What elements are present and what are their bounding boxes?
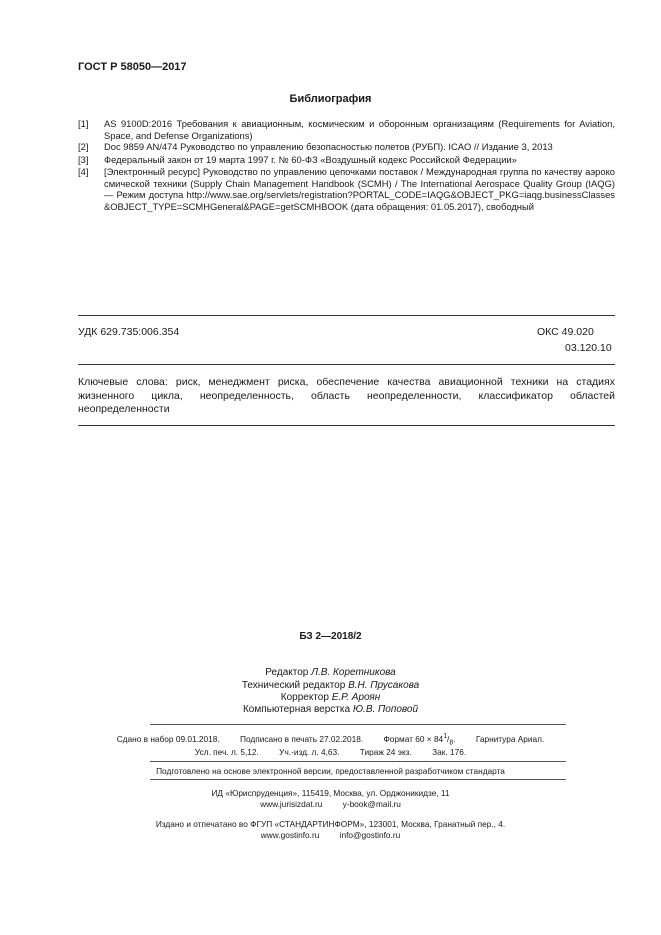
- credit-line: [0, 667, 661, 678]
- publisher-1-site: www.jurisizdat.ru: [260, 799, 323, 809]
- document-code: ГОСТ Р 58050—2017: [78, 61, 187, 73]
- credit-name: Ю.В. Поповой: [352, 704, 419, 715]
- ref-text: AS 9100D:2016 Требования к авиационным, космическим и оборонным организациям (Requirements for Aviation, Space, and Defense Organizations): [104, 118, 615, 141]
- oks-code-2: 03.120.10: [565, 342, 612, 354]
- imprint-divider: [150, 761, 566, 762]
- imprint-font: Гарнитура Ариал.: [475, 733, 545, 744]
- imprint-line-2: [0, 747, 661, 757]
- bibliography-item: [78, 154, 615, 166]
- credit-line: [0, 692, 661, 703]
- credit-line: [0, 680, 661, 691]
- imprint-uch: Уч.-изд. л. 4,63.: [279, 747, 340, 757]
- imprint-usl: Усл. печ. л. 5,12.: [194, 747, 259, 757]
- credit-name: Е.Р. Ароян: [331, 692, 381, 703]
- publisher-2-email: info@gostinfo.ru: [339, 830, 401, 840]
- oks-code: ОКС 49.020: [537, 326, 594, 338]
- credit-role: Технический редактор: [241, 680, 346, 691]
- divider: [78, 315, 615, 316]
- ref-number: [3]: [78, 154, 89, 165]
- bibliography-item: [78, 118, 615, 141]
- publisher-1-contacts: [0, 799, 661, 809]
- divider: [78, 425, 615, 426]
- imprint-divider: [150, 724, 566, 725]
- publisher-2-contacts: [0, 830, 661, 840]
- credit-role: Корректор: [280, 692, 329, 703]
- publisher-1-email: y-book@mail.ru: [342, 799, 401, 809]
- imprint-line-1: [0, 733, 661, 746]
- bibliography-title: Библиография: [289, 93, 372, 105]
- imprint-divider: [150, 779, 566, 780]
- credit-role: Компьютерная верстка: [242, 704, 351, 715]
- ref-number: [4]: [78, 166, 89, 177]
- publisher-2-address: Издано и отпечатано во ФГУП «СТАНДАРТИНФОРМ», 123001, Москва, Гранатный пер., 4.: [155, 819, 506, 829]
- ref-text: Федеральный закон от 19 марта 1997 г. № 60-ФЗ «Воздушный кодекс Российской Федерации»: [104, 154, 517, 165]
- publisher-1-address: ИД «Юриспруденция», 115419, Москва, ул. Орджоникидзе, 11: [211, 788, 450, 798]
- imprint-prepared: Подготовлено на основе электронной версии, предоставленной разработчиком стандарта: [156, 766, 505, 776]
- udk-code: УДК 629.735:006.354: [78, 326, 180, 338]
- ref-number: [1]: [78, 118, 89, 129]
- credit-line: [0, 704, 661, 715]
- imprint-zak: Зак. 176.: [432, 747, 467, 757]
- ref-number: [2]: [78, 141, 89, 152]
- imprint-signed: Подписано в печать 27.02.2018.: [239, 733, 364, 744]
- imprint-format: Формат $60 \times 84^1/_8$.: [383, 733, 456, 747]
- credit-name: Л.В. Коретникова: [311, 667, 396, 678]
- bz-number: БЗ 2—2018/2: [299, 631, 362, 642]
- ref-text: [Электронный ресурс] Руководство по управлению цепочками поставок / Международная группа по качеству аэрокосмической техники (Supply Chain Management Handbook (SCMH) / The International Aerospace Quality Group (IAQG) — Режим доступа http://www.sae.org/servlets/registration?PORTAL_CODE=IAQG&OBJECT_PKG=iaqg.businessClasses&OBJECT_TYPE=SCMHGeneral&PAGE=getSCMHBOOK (дата обращения: 01.05.2017), свободный: [104, 166, 615, 212]
- keywords: Ключевые слова: риск, менеджмент риска, обеспечение качества авиационной техники на стадиях жизненного цикла, неопределенность, область неопределенности, классификатор областей неопределенности: [78, 376, 615, 415]
- bibliography-item: [78, 166, 615, 212]
- bibliography-item: [78, 141, 615, 153]
- imprint-sent: Сдано в набор 09.01.2018.: [116, 733, 220, 744]
- credit-role: Редактор: [265, 667, 309, 678]
- publisher-2-site: www.gostinfo.ru: [260, 830, 320, 840]
- ref-text: Doc 9859 AN/474 Руководство по управлению безопасностью полетов (РУБП). ICAO // Издание 3, 2013: [104, 141, 553, 152]
- divider: [78, 364, 615, 365]
- imprint-tirazh: Тираж 24 экз.: [359, 747, 412, 757]
- credit-name: В.Н. Прусакова: [348, 680, 420, 691]
